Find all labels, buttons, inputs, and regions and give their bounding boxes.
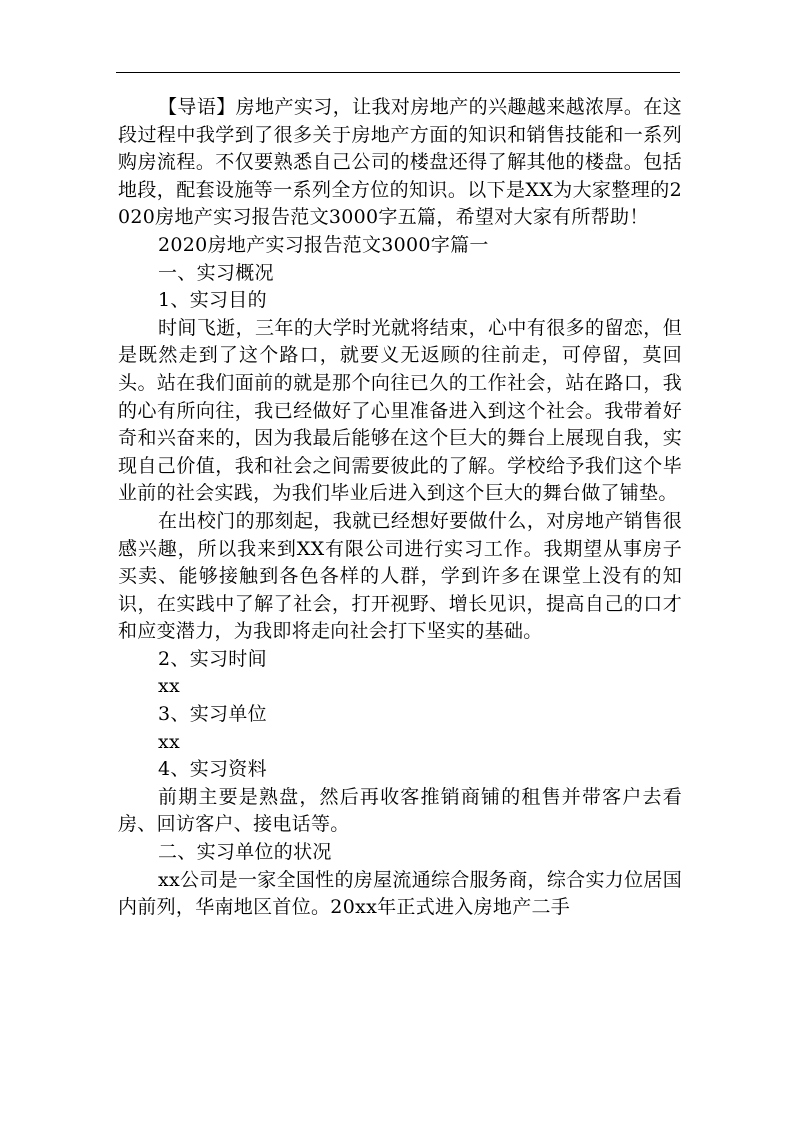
heading-internship-purpose: 1、实习目的 [158,289,267,312]
body-paragraph: 时间飞逝，三年的大学时光就将结束，心中有很多的留恋，但是既然走到了这个路口，就要义无返顾的往前走，可停留，莫回头。站在我们面前的就是那个向往已久的工作社会，站在路口，我的心有所向往，我已经做好了心里准备进入到这个社会。我带着好奇和兴奋来的，因为我最后能够在这个巨大的舞台上展现自我，实现自己价值，我和社会之间需要彼此的了解。学校给予我们这个毕业前的社会实践，为我们毕业后进入到这个巨大的舞台做了铺垫。 [118,316,682,505]
internship-time-value: xx [158,675,181,698]
body-paragraph: 前期主要是熟盘，然后再收客推销商铺的租售并带客户去看房、回访客户、接电话等。 [118,785,682,836]
heading-internship-materials: 4、实习资料 [158,758,267,781]
section-title: 2020房地产实习报告范文3000字篇一 [158,233,489,256]
document-body [118,94,682,922]
internship-unit-value: xx [158,730,181,753]
heading-internship-overview: 一、实习概况 [158,261,274,284]
body-paragraph: 在出校门的那刻起，我就已经想好要做什么，对房地产销售很感兴趣，所以我来到XX有限公司进行实习工作。我期望从事房子买卖、能够接触到各色各样的人群，学到许多在课堂上没有的知识，在实践中了解了社会，打开视野、增长见识，提高自己的口才和应变潜力，为我即将走向社会打下坚实的基础。 [118,509,682,643]
heading-internship-unit: 3、实习单位 [158,703,267,726]
heading-internship-time: 2、实习时间 [158,647,267,670]
header-rule [116,72,680,73]
body-paragraph: xx公司是一家全国性的房屋流通综合服务商，综合实力位居国内前列，华南地区首位。20xx年正式进入房地产二手 [118,868,682,919]
intro-paragraph: 【导语】房地产实习，让我对房地产的兴趣越来越浓厚。在这段过程中我学到了很多关于房地产方面的知识和销售技能和一系列购房流程。不仅要熟悉自己公司的楼盘还得了解其他的楼盘。包括地段，配套设施等一系列全方位的知识。以下是XX为大家整理的2020房地产实习报告范文3000字五篇，希望对大家有所帮助！ [118,96,682,229]
heading-unit-status: 二、实习单位的状况 [158,841,332,864]
